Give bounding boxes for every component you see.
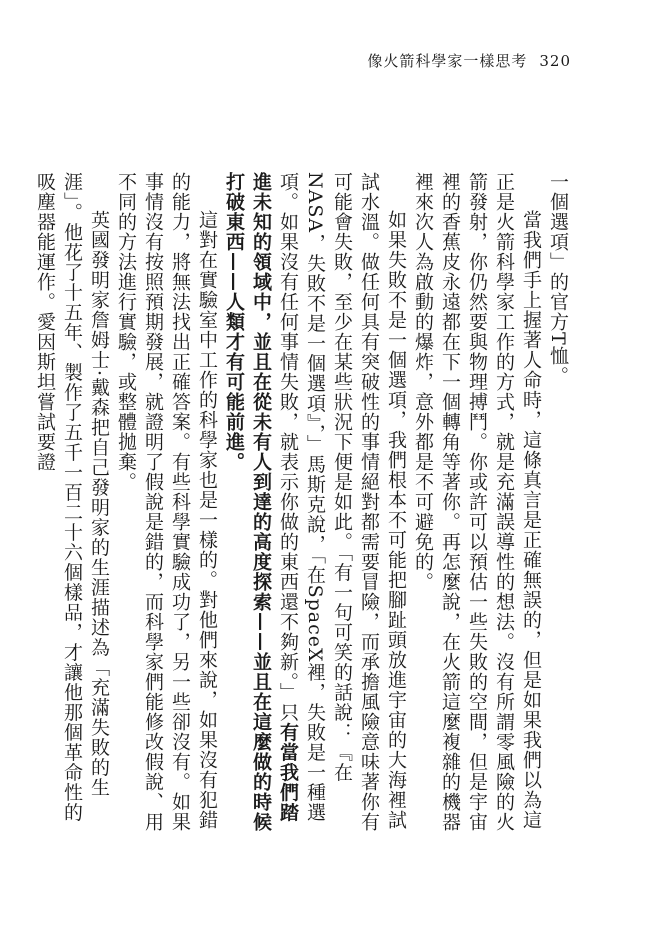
paragraph-3 [220,172,409,832]
page-number: 320 [539,52,571,70]
body-text [34,172,571,832]
paragraph-3-emphasis: 有當我們踏進未知的領域中，並且在從未有人到達的高度探索——並且在這麼做的時候打破東西——人類才有可能前進。 [223,172,299,832]
paragraph-2: 當我們手上握著人命時，這條真言是正確無誤的，但是如果我們以為這正是火箭科學家工作的方式，就是充滿誤導性的想法。沒有所謂零風險的火箭發射，你仍然要與物理搏鬥。你或許可以預估一些失敗的空間，但是宇宙裡的香蕉皮永遠都在下一個轉角等著你。再怎麼說，在火箭這麼複雜的機器裡來次人為啟動的爆炸，意外都是不可避免的。 [412,172,542,832]
book-title: 像火箭科學家一樣思考 [367,52,528,70]
running-header [367,50,571,71]
paragraph-5: 英國發明家詹姆士·戴森把自己發明家的生涯描述為「充滿失敗的生涯」。他花了十五年、製作了五千一百二十六個樣品，才讓他那個革命性的吸塵器能運作。愛因斯坦嘗試要證 [34,172,110,823]
paragraph-4: 這對在實驗室中工作的科學家也是一樣的。對他們來說，如果沒有犯錯的能力，將無法找出正確答案。有些科學實驗成功了，另一些卻沒有。如果事情沒有按照預期發展，就證明了假說是錯的，而科學家們能修改假說、用不同的方法進行實驗，或整體拋棄。 [115,172,218,832]
paragraph-3-text: 如果失敗不是一個選項，我們根本不可能把腳趾頭放進宇宙的大海裡試試水溫。做任何具有突破性的事情絕對都需要冒險，而承擔風險意味著你有可能會失敗，至少在某些狀況下便是如此。「有一句可笑的話說：『在NASA，失敗不是一個選項』，」馬斯克說，「在SpaceX裡，失敗是一種選項。如果沒有任何事情失敗，就表示你做的東西還不夠新。」只 [277,172,407,832]
paragraph-1: 一個選項」的官方T恤。 [547,172,569,386]
